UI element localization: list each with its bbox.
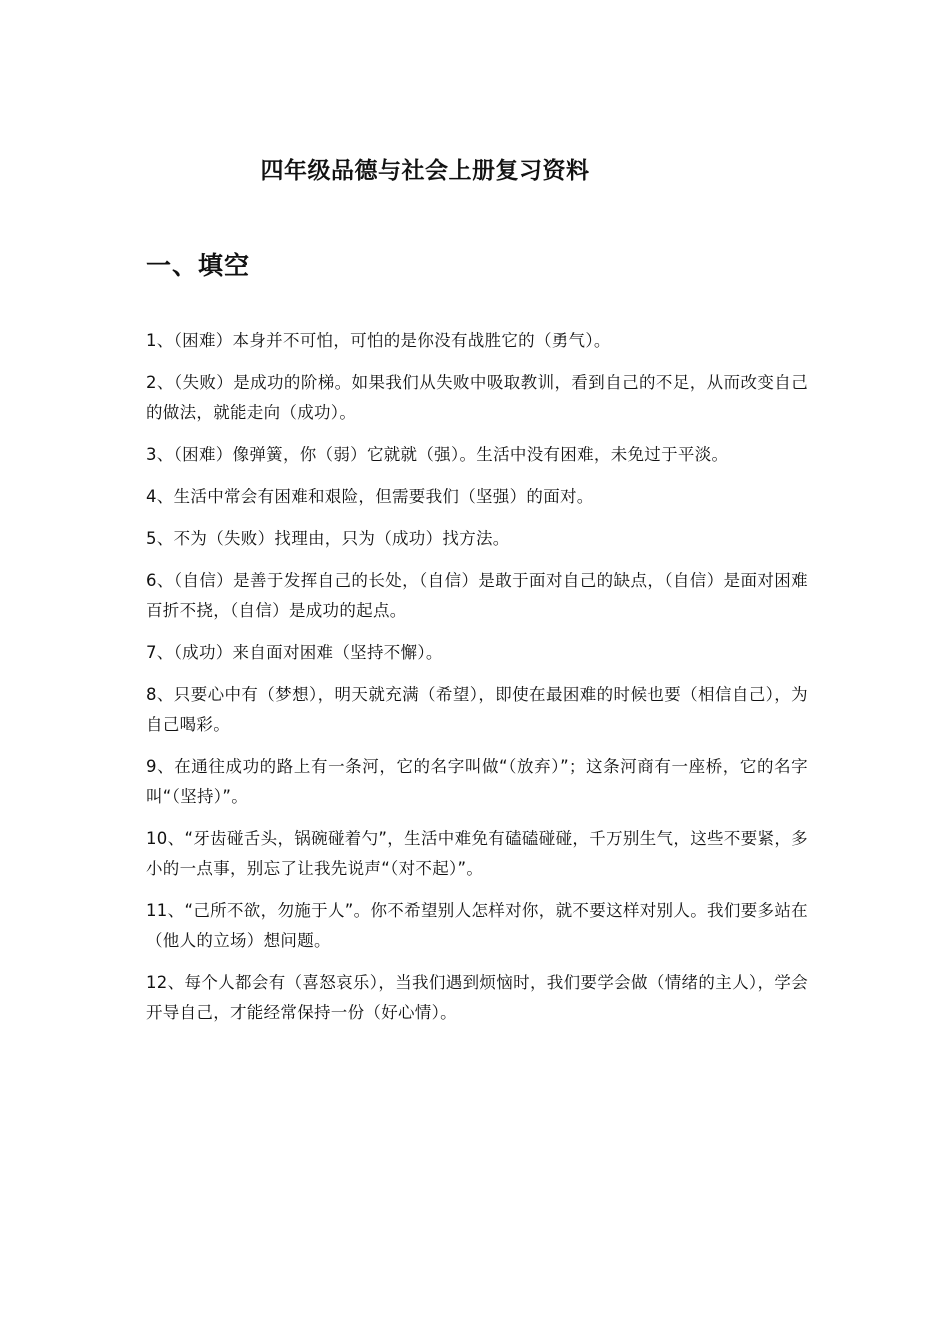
section-heading: 一、填空	[146, 251, 251, 280]
list-item: 3、（困难）像弹簧，你（弱）它就就（强）。生活中没有困难，未免过于平淡。	[146, 445, 729, 464]
list-item: 10、“牙齿碰舌头，锅碗碰着勺”，生活中难免有磕磕碰碰，千万别生气，这些不要紧，多小的一点事，别忘了让我先说声“（对不起）”。	[146, 829, 808, 878]
list-item: 1、（困难）本身并不可怕，可怕的是你没有战胜它的（勇气）。	[146, 331, 611, 350]
list-item: 12、每个人都会有（喜怒哀乐），当我们遇到烦恼时，我们要学会做（情绪的主人），学会开导自己，才能经常保持一份（好心情）。	[146, 973, 808, 1022]
list-item: 8、只要心中有（梦想），明天就充满（希望），即使在最困难的时候也要（相信自己），为自己喝彩。	[146, 685, 808, 734]
list-item: 5、不为（失败）找理由，只为（成功）找方法。	[146, 529, 510, 548]
list-item: 6、（自信）是善于发挥自己的长处，（自信）是敢于面对自己的缺点，（自信）是面对困难百折不挠，（自信）是成功的起点。	[146, 571, 808, 620]
list-item: 9、在通往成功的路上有一条河，它的名字叫做“（放弃）”；这条河商有一座桥，它的名字叫“（坚持）”。	[146, 757, 808, 806]
document-title: 四年级品德与社会上册复习资料	[260, 158, 590, 184]
list-item: 11、“己所不欲，勿施于人”。你不希望别人怎样对你，就不要这样对别人。我们要多站在（他人的立场）想问题。	[146, 901, 808, 950]
list-item: 4、生活中常会有困难和艰险，但需要我们（坚强）的面对。	[146, 487, 594, 506]
fill-in-list	[146, 326, 808, 1040]
list-item: 2、（失败）是成功的阶梯。如果我们从失败中吸取教训，看到自己的不足，从而改变自己的做法，就能走向（成功）。	[146, 373, 808, 422]
list-item: 7、（成功）来自面对困难（坚持不懈）。	[146, 643, 443, 662]
